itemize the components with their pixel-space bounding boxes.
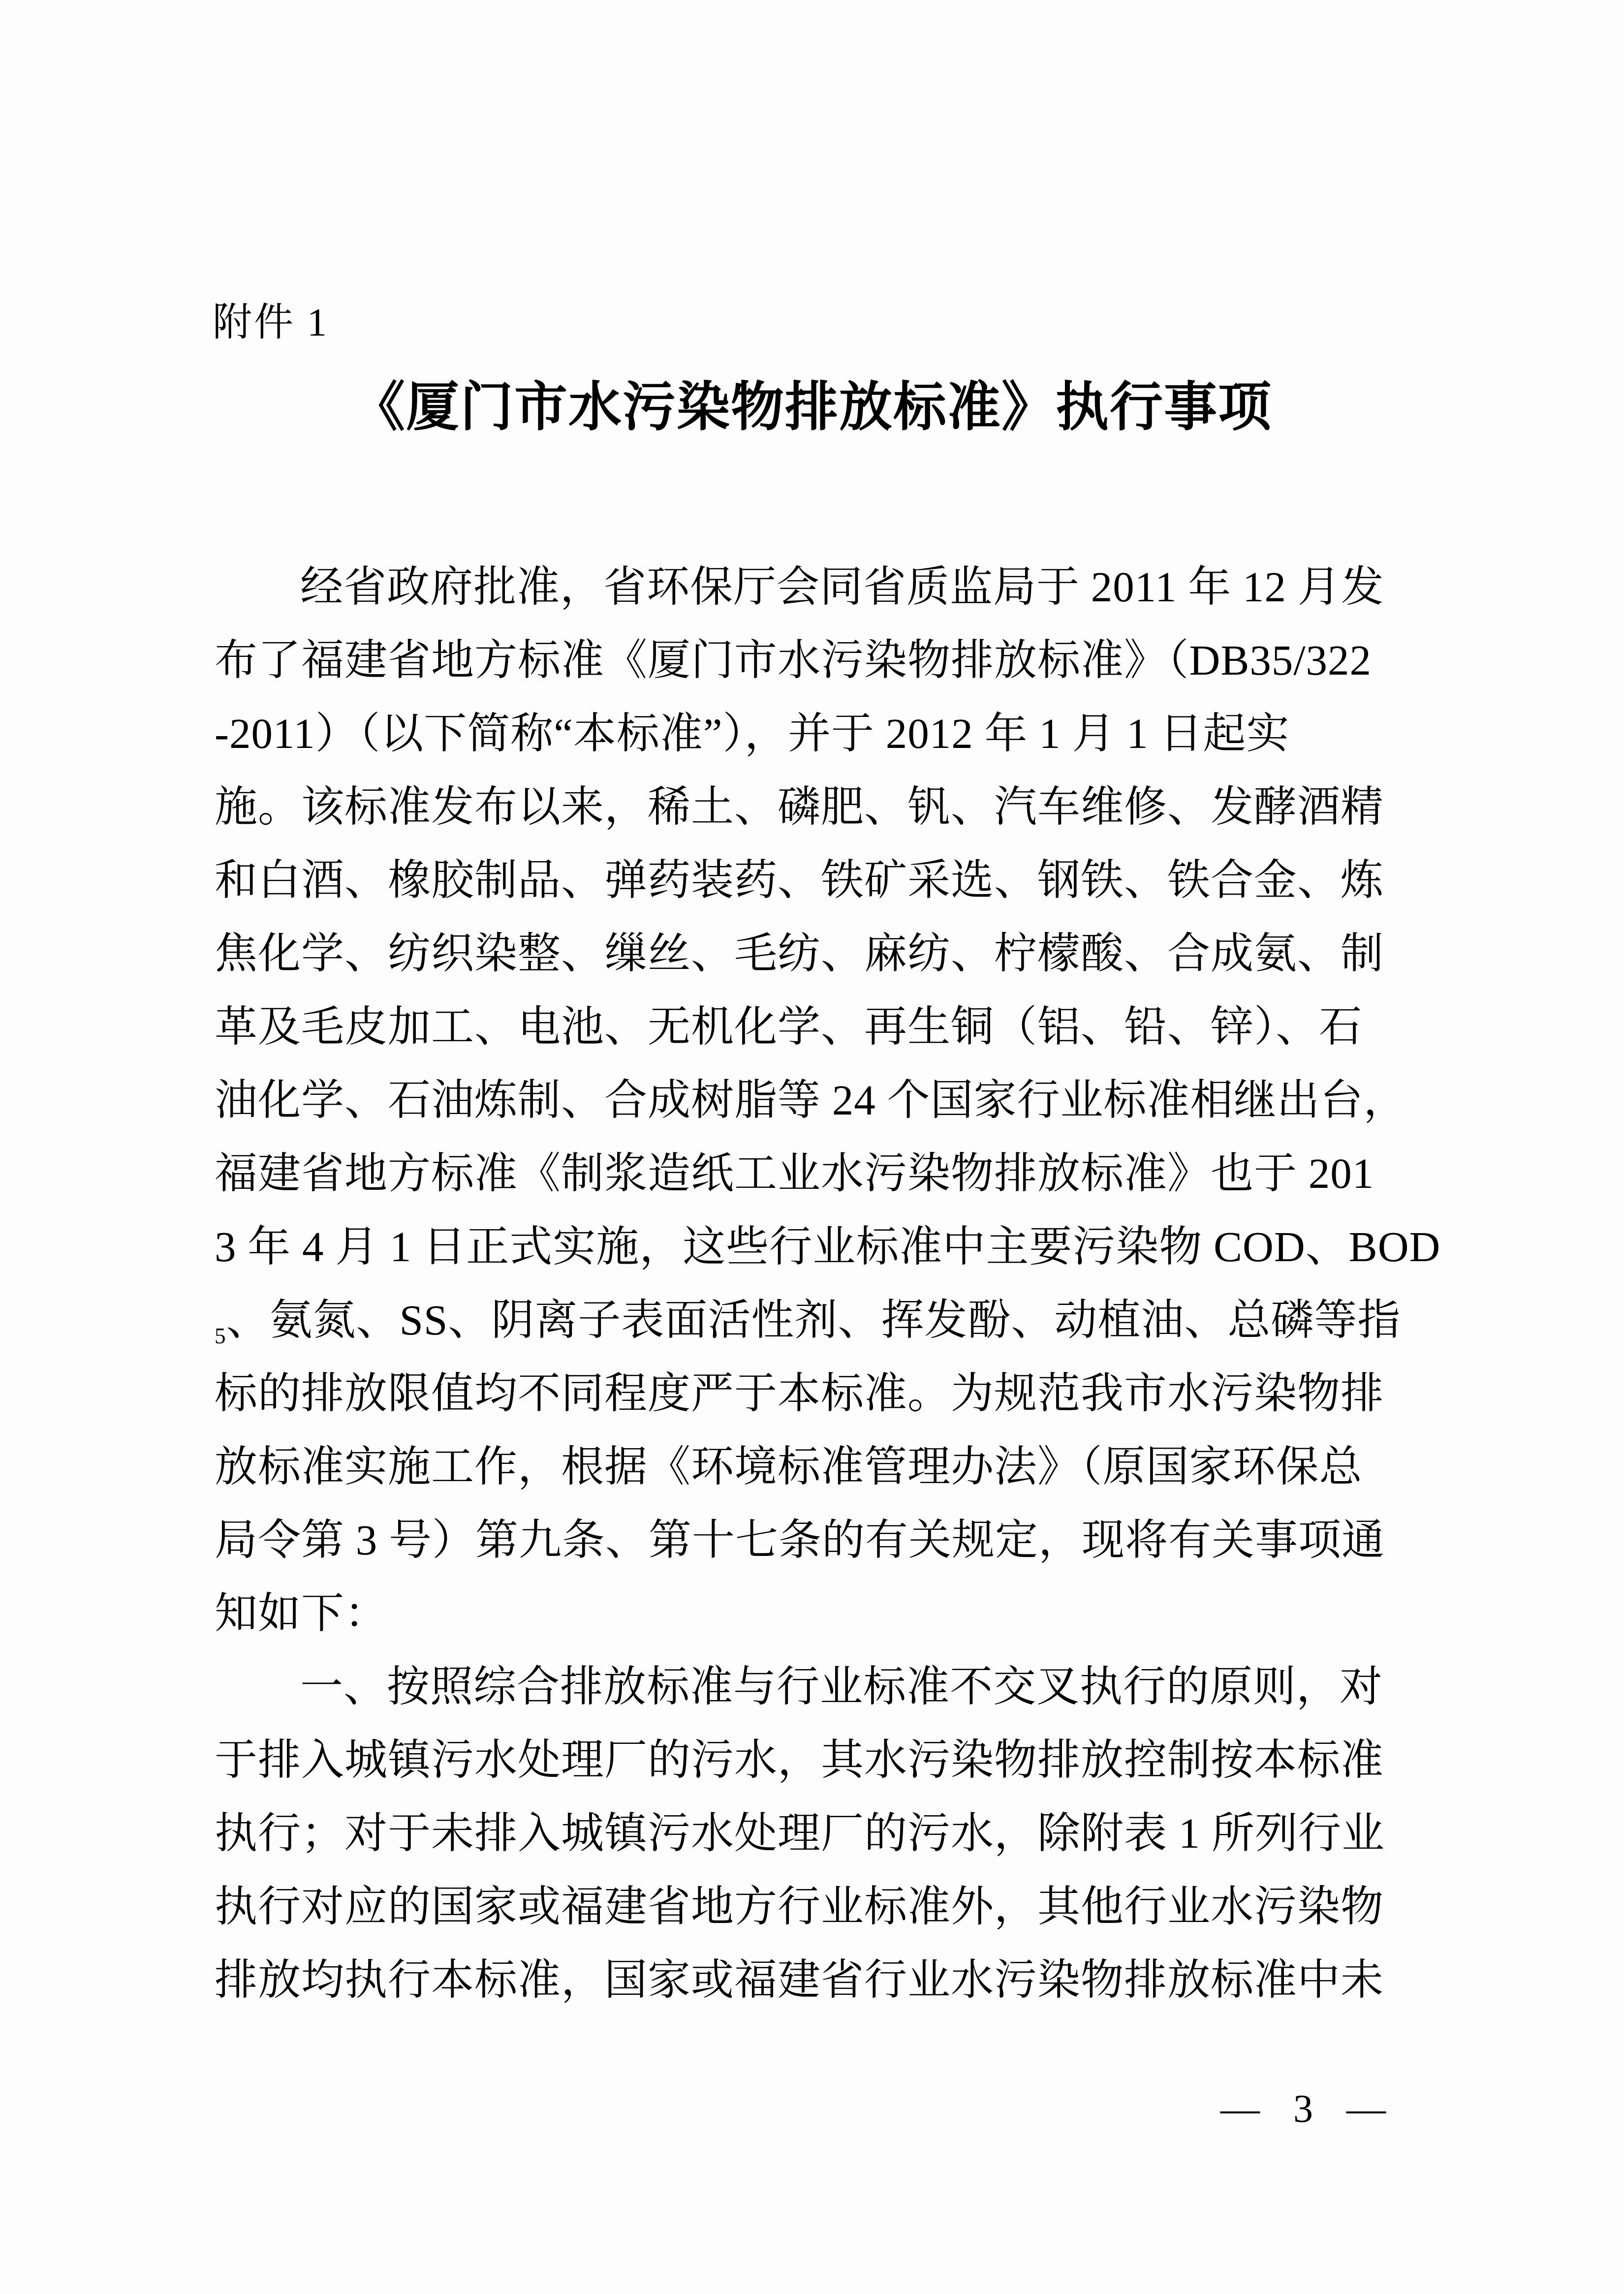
body-line: 于排入城镇污水处理厂的污水，其水污染物排放控制按本标准 [215,1736,1384,1784]
body-line: 施。该标准发布以来，稀土、磷肥、钒、汽车维修、发酵酒精 [215,783,1384,831]
body-line: 经省政府批准，省环保厅会同省质监局于 2011 年 12 月发 [300,563,1384,611]
body-line: 标的排放限值均不同程度严于本标准。为规范我市水污染物排 [215,1369,1384,1417]
attachment-label: 附件 1 [213,301,329,344]
body-line: 革及毛皮加工、电池、无机化学、再生铜（铝、铅、锌）、石 [215,1003,1363,1051]
document-body [215,550,1441,2016]
body-line: 放标准实施工作，根据《环境标准管理办法》（原国家环保总 [215,1443,1363,1490]
body-line: -2011）（以下简称“本标准”），并于 2012 年 1 月 1 日起实 [215,710,1290,757]
body-line: $_5$、氨氮、SS、阴离子表面活性剂、挥发酚、动植油、总磷等指 [215,1296,1401,1348]
body-line: 知如下： [215,1589,388,1637]
body-line: 执行；对于未排入城镇污水处理厂的污水，除附表 1 所列行业 [215,1809,1385,1857]
body-line: 油化学、石油炼制、合成树脂等 24 个国家行业标准相继出台， [215,1076,1407,1124]
bod5-subscript: 5 [215,1324,226,1348]
body-line: 焦化学、纺织染整、缫丝、毛纺、麻纺、柠檬酸、合成氨、制 [215,930,1384,977]
body-line: 和白酒、橡胶制品、弹药装药、铁矿采选、钢铁、铁合金、炼 [215,856,1384,904]
page-title: 《厦门市水污染物排放标准》执行事项 [351,377,1272,436]
body-line: 排放均执行本标准，国家或福建省行业水污染物排放标准中未 [215,1956,1384,2004]
body-line: 布了福建省地方标准《厦门市水污染物排放标准》（DB35/322 [215,636,1372,684]
body-line: 3 年 4 月 1 日正式实施，这些行业标准中主要污染物 COD、BOD [215,1223,1441,1271]
body-line: 执行对应的国家或福建省地方行业标准外，其他行业水污染物 [215,1883,1384,1930]
body-line: 福建省地方标准《制浆造纸工业水污染物排放标准》也于 201 [215,1149,1374,1197]
body-line: 一、按照综合排放标准与行业标准不交叉执行的原则，对 [300,1663,1383,1710]
body-line: 局令第 3 号）第九条、第十七条的有关规定，现将有关事项通 [215,1516,1385,1564]
page-number: — 3 — [1220,2087,1386,2131]
